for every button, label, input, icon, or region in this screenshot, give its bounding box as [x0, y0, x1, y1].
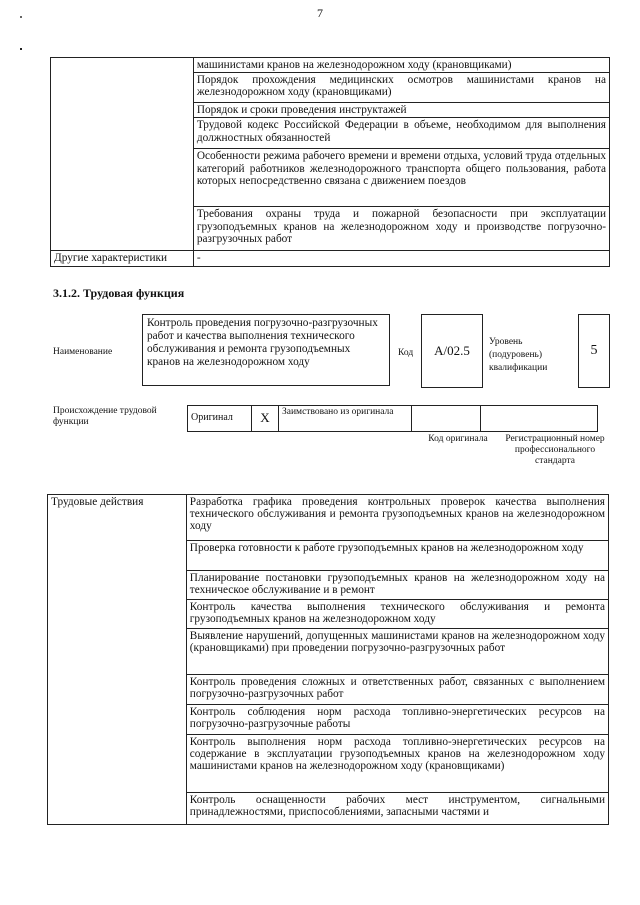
- knowledge-item: Особенности режима рабочего времени и времени отдыха, условий труда отдельных категорий работников железнодорожного транспорта общего пользования, работа которых непосредственно связана с движением поездов: [193, 149, 609, 207]
- labor-action: Контроль выполнения норм расхода топливно-энергетических ресурсов на содержание в эксплуатации грузоподъемных кранов на железнодорожном ходу машинистами кранов на железнодорожном ходу (крановщиками): [186, 735, 608, 793]
- labor-action: Контроль качества выполнения технического обслуживания и ремонта грузоподъемных кранов на железнодорожном ходу: [186, 600, 608, 629]
- original-mark: X: [252, 406, 279, 432]
- page-number: 7: [317, 6, 323, 20]
- origin-table: [187, 405, 598, 432]
- labor-action: Разработка графика проведения контрольных проверок качества выполнения технического обслуживания и ремонта грузоподъемных кранов на железнодорожном ходу: [186, 495, 608, 541]
- code-value: А/02.5: [421, 314, 483, 388]
- borrowed-label: Заимствовано из оригинала: [279, 406, 412, 432]
- labor-action: Планирование постановки грузоподъемных кранов на железнодорожном ходу на техническое обслуживание и в ремонт: [186, 571, 608, 600]
- knowledge-item: Требования охраны труда и пожарной безопасности при эксплуатации грузоподъемных кранов на железнодорожном ходу и производстве погрузочно-разгрузочных работ: [193, 207, 609, 251]
- level-value: 5: [578, 314, 610, 388]
- scan-speck: [20, 16, 22, 18]
- labor-action: Контроль оснащенности рабочих мест инструментом, сигнальными принадлежностями, приспособлениями, запасными частями и: [186, 793, 608, 825]
- code-label: Код: [398, 348, 414, 358]
- registration-number-cell: [481, 406, 598, 432]
- labor-actions-table: [47, 494, 609, 825]
- other-characteristics-label: Другие характеристики: [51, 251, 194, 266]
- labor-action: Контроль проведения сложных и ответственных работ, связанных с выполнением погрузочно-разгрузочных работ: [186, 675, 608, 705]
- origin-label: Происхождение трудовой функции: [53, 406, 157, 427]
- labor-action: Контроль соблюдения норм расхода топливно-энергетических ресурсов на погрузочно-разгрузочные работы: [186, 705, 608, 735]
- section-heading: 3.1.2. Трудовая функция: [53, 286, 185, 300]
- knowledge-item: машинистами кранов на железнодорожном ходу (крановщиками): [193, 58, 609, 73]
- labor-actions-label: Трудовые действия: [48, 495, 187, 825]
- other-characteristics-value: -: [193, 251, 609, 266]
- name-label: Наименование: [53, 346, 113, 357]
- knowledge-item: Трудовой кодекс Российской Федерации в объеме, необходимом для выполнения должностных обязанностей: [193, 118, 609, 149]
- level-label: Уровень (подуровень) квалификации: [489, 337, 548, 373]
- knowledge-table: [50, 57, 610, 267]
- original-code-cell: [412, 406, 481, 432]
- labor-action: Проверка готовности к работе грузоподъемных кранов на железнодорожном ходу: [186, 541, 608, 571]
- registration-number-caption: Регистрационный номер профессионального стандарта: [505, 434, 605, 466]
- labor-action: Выявление нарушений, допущенных машинистами кранов на железнодорожном ходу (крановщиками) при проведении погрузочно-разгрузочных работ: [186, 629, 608, 675]
- scan-speck: [20, 48, 22, 50]
- original-code-caption: Код оригинала: [428, 434, 488, 444]
- original-label-cell: [188, 406, 252, 432]
- function-name: Контроль проведения погрузочно-разгрузочных работ и качества выполнения технического обслуживания и ремонта грузоподъемных кранов на железнодорожном ходу: [142, 314, 390, 386]
- knowledge-item: Порядок прохождения медицинских осмотров машинистами кранов на железнодорожном ходу (крановщиками): [193, 73, 609, 103]
- original-label: Оригинал: [191, 412, 233, 424]
- empty-label-cell: [51, 58, 194, 251]
- knowledge-item: Порядок и сроки проведения инструктажей: [193, 103, 609, 118]
